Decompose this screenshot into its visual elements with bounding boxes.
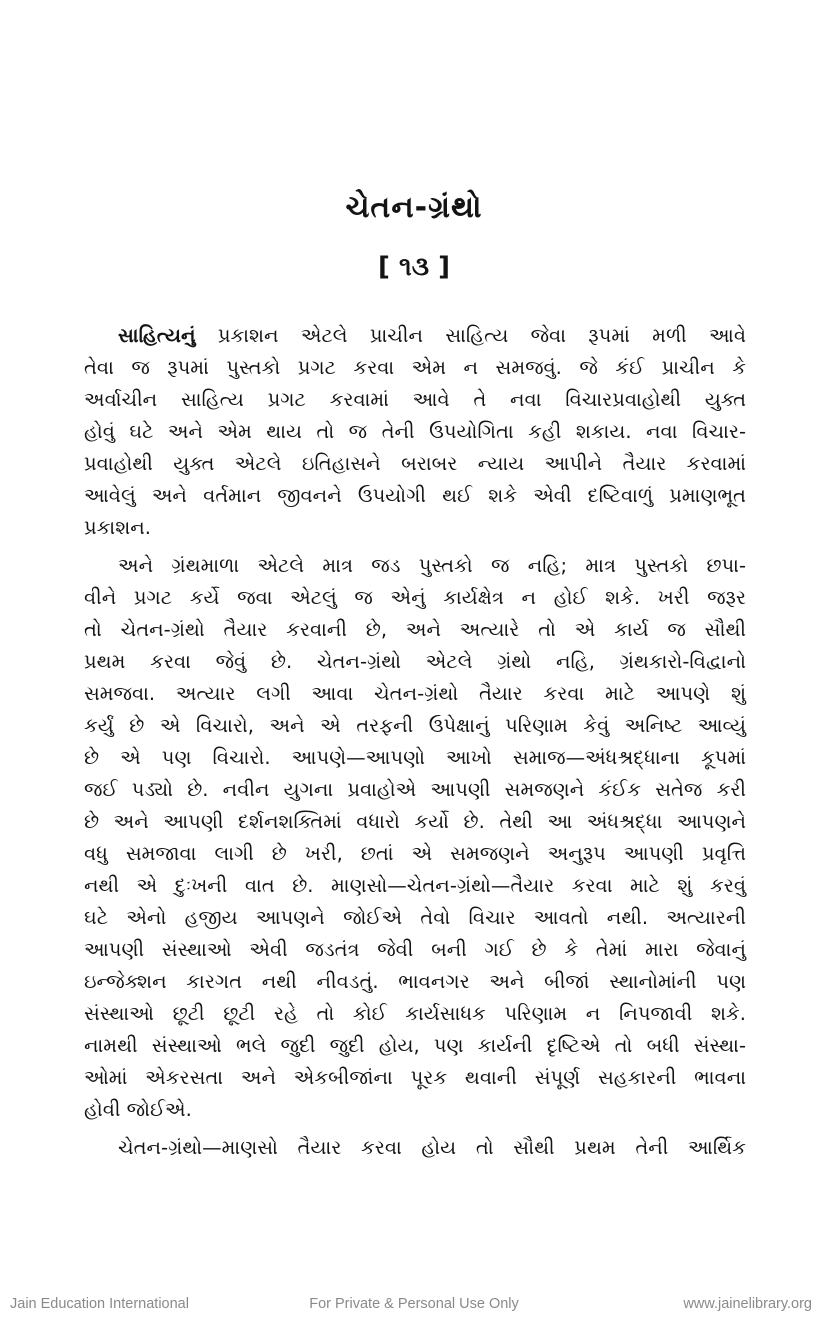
- text-line: વીને પ્રગટ કર્યે જવા એટલું જ એનું કાર્યક્ષેત્ર ન હોઈ શકે. ખરી જરૂર: [84, 586, 746, 609]
- text-line: વધુ સમજાવા લાગી છે ખરી, છતાં એ સમજણને અનુરૂપ આપણી પ્રવૃત્તિ: [84, 842, 746, 865]
- text-line: કર્યું છે એ વિચારો, અને એ તરફની ઉપેક્ષાનું પરિણામ કેવું અનિષ્ટ આવ્યું: [84, 714, 746, 737]
- text-line: ઇન્જેક્શન કારગત નથી નીવડતું. ભાવનગર અને બીજાં સ્થાનોમાંની પણ: [84, 970, 746, 993]
- text-line: અને ગ્રંથમાળા એટલે માત્ર જડ પુસ્તકો જ નહિ; માત્ર પુસ્તકો છપા-: [118, 554, 746, 577]
- text-line: આવેલું અને વર્તમાન જીવનને ઉપયોગી થઈ શકે એવી દષ્ટિવાળું પ્રમાણભૂત: [84, 484, 746, 507]
- text-line: ચેતન-ગ્રંથો—માણસો તૈયાર કરવા હોય તો સૌથી પ્રથમ તેની આર્થિક: [118, 1136, 746, 1159]
- text-line: છે અને આપણી દર્શનશક્તિમાં વધારો કર્યો છે. તેથી આ અંધશ્રદ્ધા આપણને: [84, 810, 746, 833]
- text-line: સમજવા. અત્યાર લગી આવા ચેતન-ગ્રંથો તૈયાર કરવા માટે આપણે શું: [84, 682, 746, 705]
- page-title: ચેતન-ગ્રંથો: [345, 190, 483, 225]
- footer-website-link[interactable]: www.jainelibrary.org: [683, 1296, 812, 1312]
- text-line: આપણી સંસ્થાઓ એવી જડતંત્ર જેવી બની ગઈ છે કે તેમાં મારા જેવાનું: [84, 938, 746, 961]
- text-line: છે એ પણ વિચારો. આપણે—આપણો આખો સમાજ—અંધશ્રદ્ધાના કૂપમાં: [84, 746, 746, 769]
- text-line: તેવા જ રૂપમાં પુસ્તકો પ્રગટ કરવા એમ ન સમજવું. જે કંઈ પ્રાચીન કે: [84, 356, 746, 379]
- text-line: પ્રકાશન.: [84, 516, 151, 539]
- lead-word: સાહિત્યનું: [118, 324, 196, 347]
- text-line: તો ચેતન-ગ્રંથો તૈયાર કરવાની છે, અને અત્યારે તો એ કાર્ય જ સૌથી: [84, 618, 746, 641]
- text-line: ઓમાં એકરસતા અને એકબીજાંના પૂરક થવાની સંપૂર્ણ સહકારની ભાવના: [84, 1066, 746, 1089]
- footer-publisher: Jain Education International: [10, 1296, 189, 1312]
- text-line: ઘટે એનો હજીય આપણને જોઈએ તેવો વિચાર આવતો નથી. અત્યારની: [84, 906, 746, 929]
- text-line: પ્રથમ કરવા જેવું છે. ચેતન-ગ્રંથો એટલે ગ્રંથો નહિ, ગ્રંથકારો-વિદ્વાનો: [84, 650, 746, 673]
- text-line: અર્વાચીન સાહિત્ય પ્રગટ કરવામાં આવે તે નવા વિચારપ્રવાહોથી યુક્ત: [84, 388, 746, 411]
- text-line: સાહિત્યનું પ્રકાશન એટલે પ્રાચીન સાહિત્ય જેવા રૂપમાં મળી આવે: [118, 324, 746, 347]
- text-line: સંસ્થાઓ છૂટી છૂટી રહે તો કોઈ કાર્યસાધક પરિણામ ન નિપજાવી શકે.: [84, 1002, 746, 1025]
- text-line: હોવું ઘટે અને એમ થાય તો જ તેની ઉપયોગિતા કહી શકાય. નવા વિચાર-: [84, 420, 746, 443]
- chapter-number: [ ૧૩ ]: [378, 252, 450, 282]
- text-line: જઈ પડ્યો છે. નવીન યુગના પ્રવાહોએ આપણી સમજણને કંઈક સતેજ કરી: [84, 778, 746, 801]
- text-line: નથી એ દુઃખની વાત છે. માણસો—ચેતન-ગ્રંથો—તૈયાર કરવા માટે શું કરવું: [84, 874, 746, 897]
- text-line: નામથી સંસ્થાઓ ભલે જુદી જુદી હોય, પણ કાર્યની દૃષ્ટિએ તો બધી સંસ્થા-: [84, 1034, 746, 1057]
- text-line: પ્રવાહોથી યુક્ત એટલે ઇતિહાસને બરાબર ન્યાય આપીને તૈયાર કરવામાં: [84, 452, 746, 475]
- text-line: હોવી જોઈએ.: [84, 1098, 192, 1121]
- footer-usage-notice: For Private & Personal Use Only: [309, 1296, 519, 1312]
